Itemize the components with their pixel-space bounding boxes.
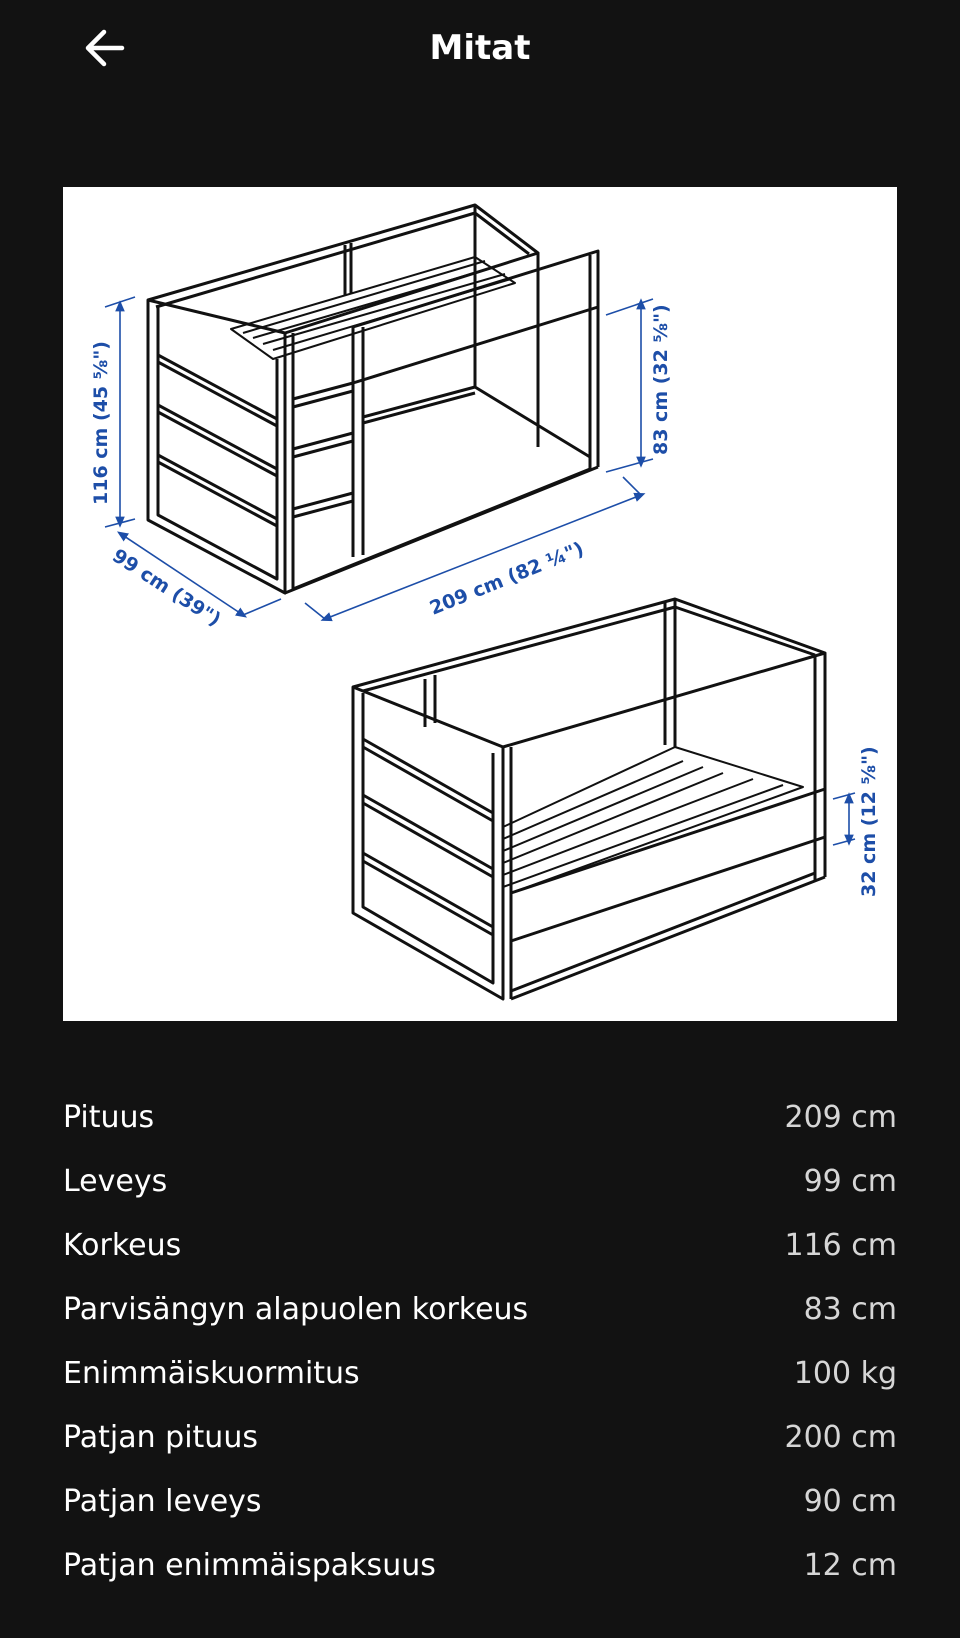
spec-value: 99 cm [803, 1163, 897, 1199]
bed-dimension-drawing [63, 187, 897, 1021]
spec-label: Patjan pituus [63, 1419, 258, 1455]
spec-label: Parvisängyn alapuolen korkeus [63, 1291, 529, 1327]
spec-row-under-bed-height [63, 1277, 897, 1341]
spec-row-max-load [63, 1341, 897, 1405]
spec-row-length [63, 1085, 897, 1149]
spec-value: 83 cm [803, 1291, 897, 1327]
spec-row-mattress-length [63, 1405, 897, 1469]
spec-row-mattress-thickness [63, 1533, 897, 1597]
length-dimension-label: 209 cm (82 ¼") [426, 537, 587, 620]
height-dimension-label: 116 cm (45 ⅝") [90, 341, 112, 505]
spec-row-mattress-width [63, 1469, 897, 1533]
under-bed-height-label: 83 cm (32 ⅝") [650, 304, 672, 455]
dimension-spec-list [63, 1085, 897, 1597]
spec-value: 12 cm [803, 1547, 897, 1583]
loft-bed-drawing [148, 205, 598, 593]
spec-value: 116 cm [784, 1227, 897, 1263]
spec-label: Patjan leveys [63, 1483, 262, 1519]
depth-dimension-label: 99 cm (39") [108, 544, 225, 631]
spec-label: Pituus [63, 1099, 155, 1135]
dimension-diagram [63, 187, 897, 1021]
spec-label: Leveys [63, 1163, 168, 1199]
spec-value: 100 kg [793, 1355, 897, 1391]
spec-label: Korkeus [63, 1227, 182, 1263]
spec-value: 90 cm [803, 1483, 897, 1519]
spec-row-height [63, 1213, 897, 1277]
spec-row-width [63, 1149, 897, 1213]
spec-value: 200 cm [784, 1419, 897, 1455]
spec-label: Enimmäiskuormitus [63, 1355, 360, 1391]
page-title: Mitat [429, 28, 531, 68]
header-bar [0, 0, 960, 100]
spec-label: Patjan enimmäispaksuus [63, 1547, 436, 1583]
spec-value: 209 cm [784, 1099, 897, 1135]
low-bed-height-label: 32 cm (12 ⅝") [858, 746, 880, 897]
low-bed-drawing [353, 599, 825, 999]
